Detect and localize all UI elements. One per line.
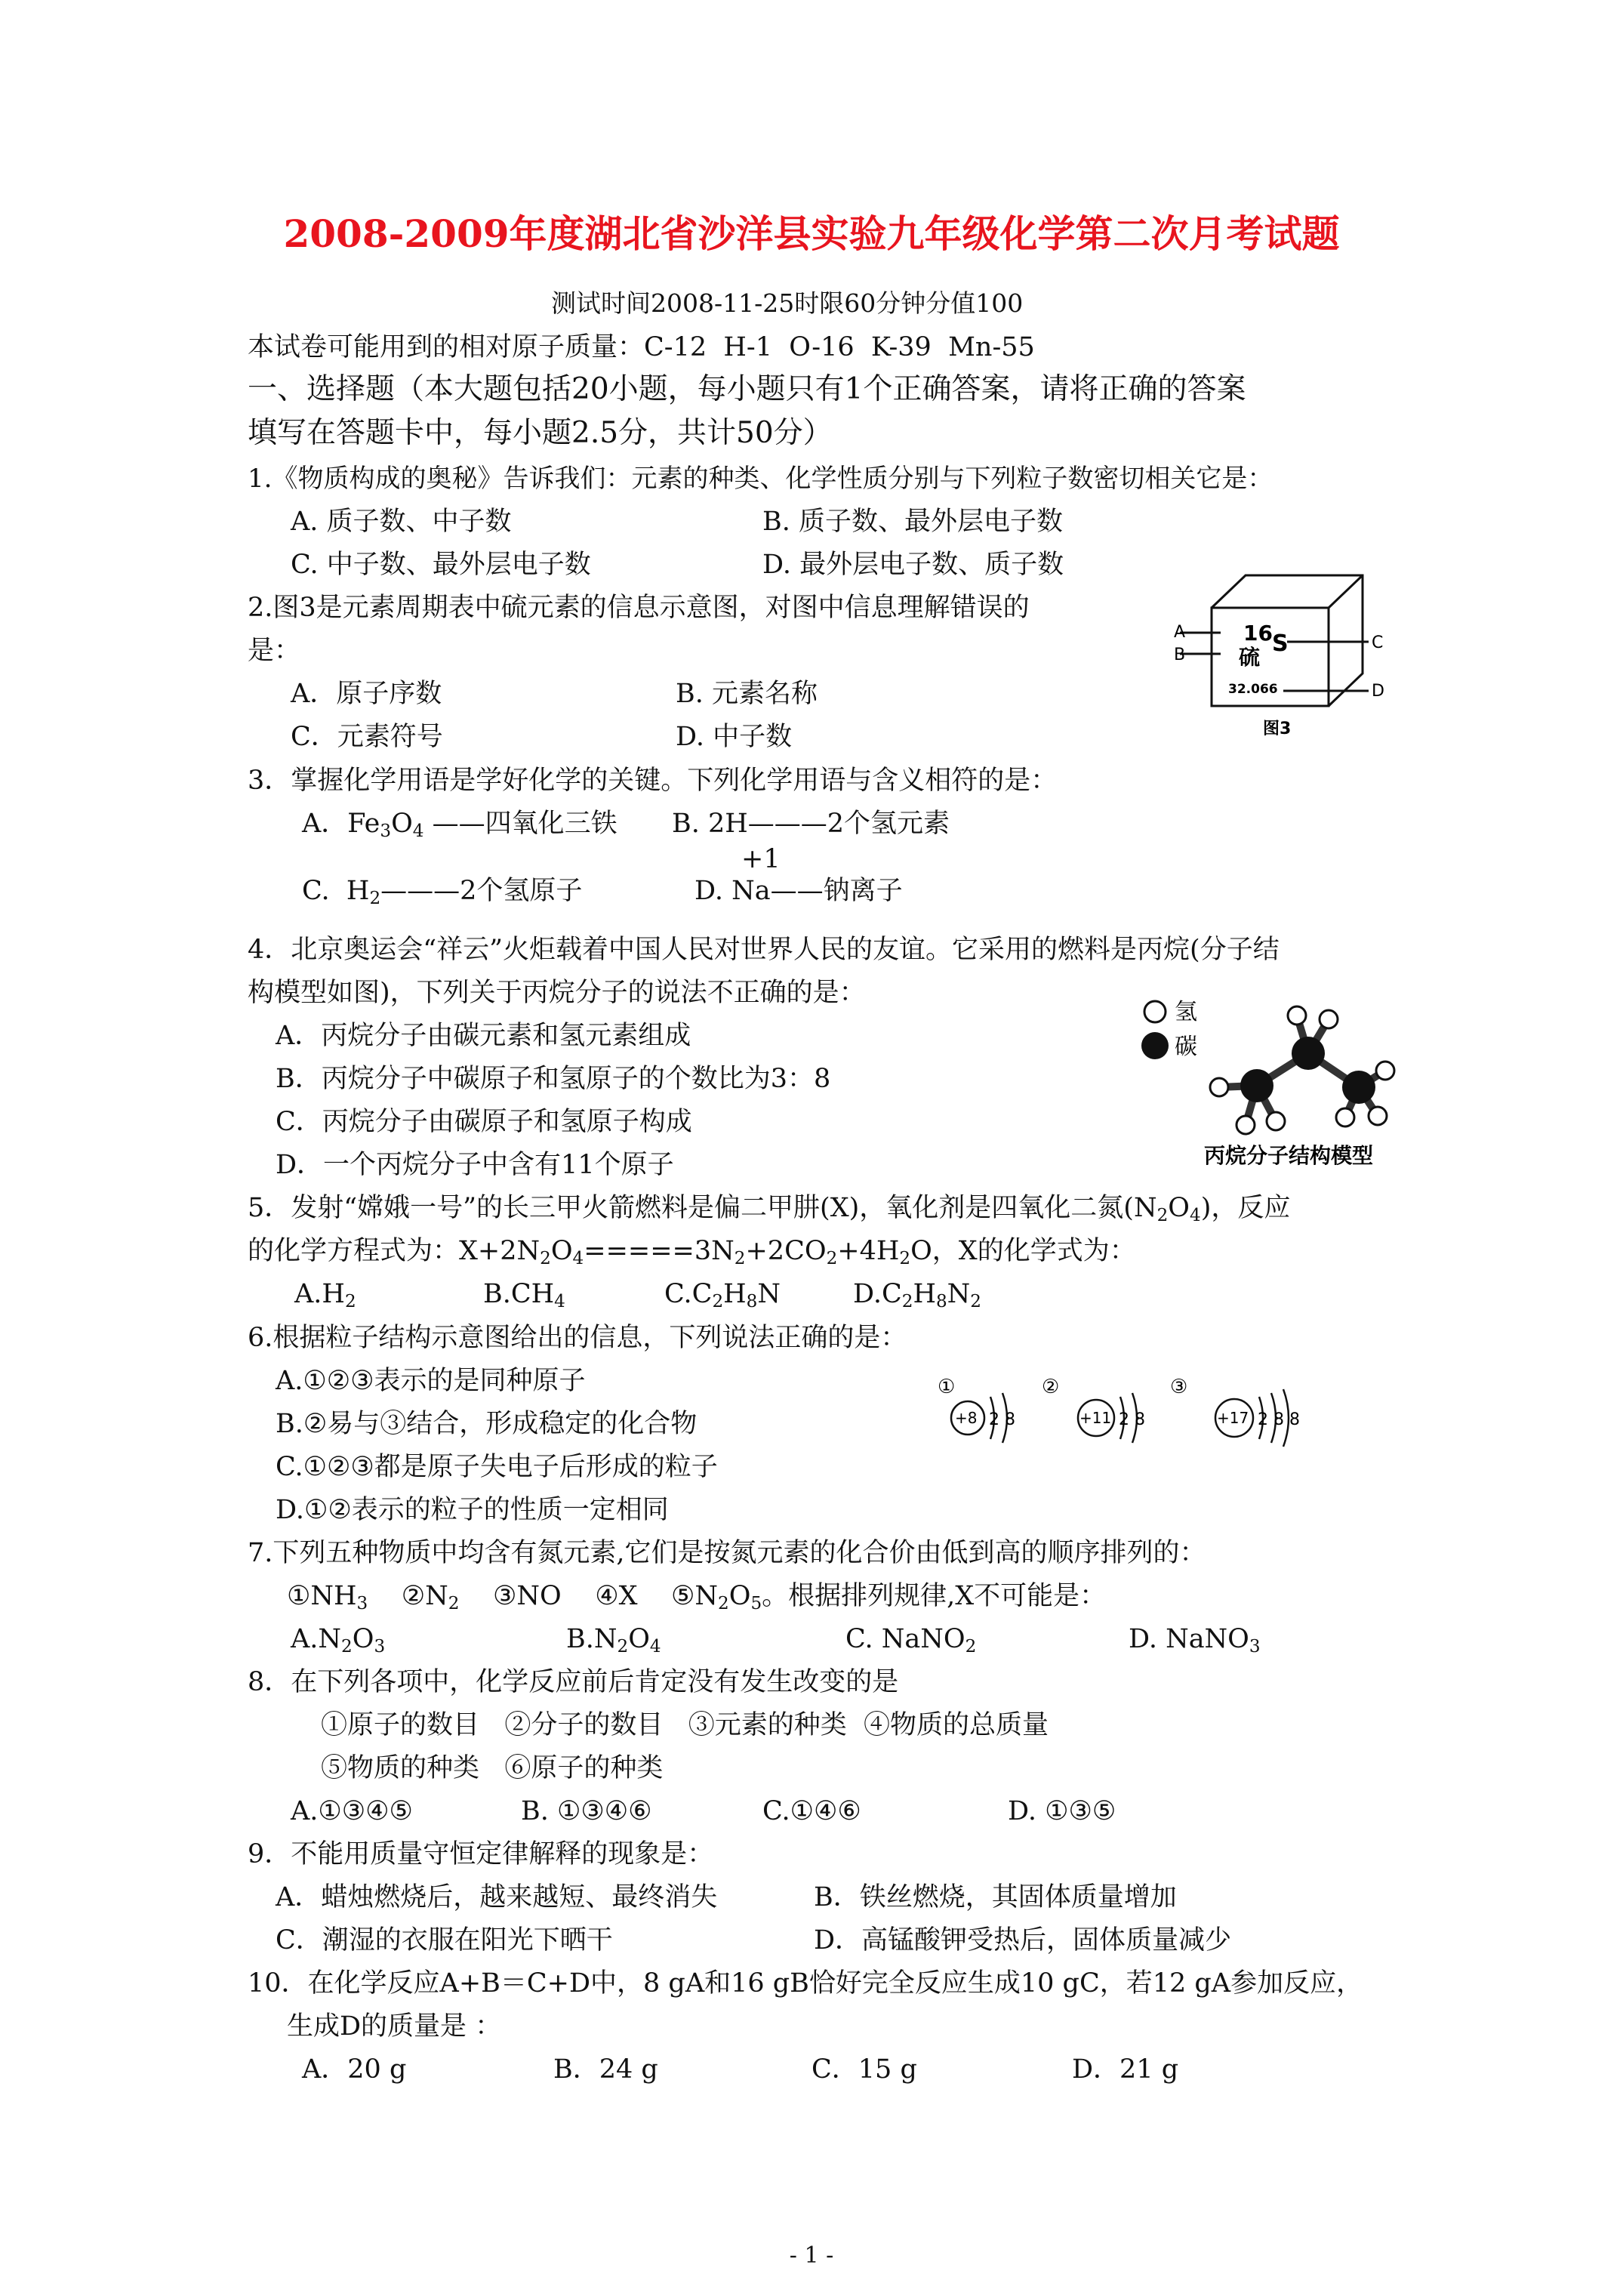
- q4-option-c: C．丙烷分子由碳原子和氢原子构成: [276, 1107, 692, 1137]
- sulfur-atomic-number: 16: [1243, 621, 1273, 646]
- q4-option-a: A．丙烷分子由碳元素和氢元素组成: [276, 1021, 691, 1051]
- shells-1: 2 8: [989, 1410, 1015, 1429]
- atomic-structure-figure: [936, 1370, 1329, 1453]
- q1-option-a: A. 质子数、中子数: [291, 507, 512, 537]
- q1-stem: 1.《物质构成的奥秘》告诉我们：元素的种类、化学性质分别与下列粒子数密切相关它是：: [248, 464, 1273, 494]
- figure-label-d: D: [1372, 682, 1384, 701]
- section-heading-line2: 填写在答题卡中，每小题2.5分，共计50分）: [248, 416, 833, 450]
- q2-option-a: A．原子序数: [291, 679, 442, 709]
- legend-carbon: 碳: [1175, 1034, 1197, 1060]
- q4-option-b: B．丙烷分子中碳原子和氢原子的个数比为3：8: [276, 1064, 831, 1094]
- nucleus-1: +8: [955, 1409, 978, 1427]
- q2-stem-line2: 是：: [248, 636, 301, 666]
- shells-3: 2 8 8: [1258, 1410, 1300, 1429]
- q1-option-b: B. 质子数、最外层电子数: [762, 507, 1063, 537]
- q6-option-b: B.②易与③结合，形成稳定的化合物: [276, 1409, 698, 1439]
- sulfur-mass: 32.066: [1228, 682, 1278, 697]
- q9-option-c: C．潮湿的衣服在阳光下晒干: [276, 1925, 613, 1955]
- structure-label-2: ②: [1042, 1376, 1060, 1398]
- q10-option-a: A．20 g: [302, 2054, 407, 2085]
- q8-option-a: A.①③④⑤: [291, 1796, 413, 1826]
- q8-stem: 8．在下列各项中，化学反应前后肯定没有发生改变的是: [248, 1667, 899, 1697]
- q7-substance-list: $①NH_3$ $②N_2$ ③NO ④X $⑤N_2O_5$。根据排列规律,X不可能是：: [287, 1581, 1107, 1613]
- propane-caption: 丙烷分子结构模型: [1204, 1143, 1374, 1168]
- shells-2: 2 8: [1119, 1410, 1145, 1429]
- q7-option-d: D. NaNO$_3$: [1129, 1624, 1261, 1657]
- q7-stem: 7.下列五种物质中均含有氮元素,它们是按氮元素的化合价由低到高的顺序排列的：: [248, 1538, 1206, 1568]
- q4-stem-line2: 构模型如图)，下列关于丙烷分子的说法不正确的是：: [248, 978, 866, 1008]
- q4-stem-line1: 4．北京奥运会“祥云”火炬载着中国人民对世界人民的友谊。它采用的燃料是丙烷(分子结: [248, 935, 1280, 965]
- figure-label-b: B: [1174, 646, 1186, 664]
- q6-option-d: D.①②表示的粒子的性质一定相同: [276, 1495, 669, 1525]
- q7-option-b: $B.N_2O_4$: [566, 1624, 661, 1657]
- q8-items-line2: ⑤物质的种类 ⑥原子的种类: [321, 1753, 664, 1783]
- q8-items-line1: ①原子的数目 ②分子的数目 ③元素的种类 ④物质的总质量: [321, 1710, 1049, 1740]
- q5-option-b: $B.CH_4$: [483, 1279, 565, 1311]
- q5-stem-line1: 5．发射“嫦娥一号”的长三甲火箭燃料是偏二甲肼(X)，氧化剂是四氧化二氮$(N_2O_4)$，反应: [248, 1193, 1291, 1225]
- page-number: - 1 -: [789, 2242, 834, 2269]
- q10-option-b: B．24 g: [553, 2054, 658, 2085]
- q9-option-b: B．铁丝燃烧，其固体质量增加: [814, 1882, 1177, 1912]
- structure-label-1: ①: [938, 1376, 956, 1398]
- q8-option-d: D. ①③⑤: [1008, 1796, 1116, 1826]
- q10-option-d: D．21 g: [1072, 2054, 1179, 2085]
- q2-stem-line1: 2.图3是元素周期表中硫元素的信息示意图，对图中信息理解错误的: [248, 593, 1030, 623]
- q3-option-d-charge: +1: [741, 844, 781, 874]
- q1-option-c: C. 中子数、最外层电子数: [291, 550, 591, 580]
- q6-option-c: C.①②③都是原子失电子后形成的粒子: [276, 1452, 718, 1482]
- q2-option-c: C．元素符号: [291, 722, 443, 752]
- q9-stem: 9．不能用质量守恒定律解释的现象是：: [248, 1839, 714, 1869]
- section-heading-line1: 一、选择题（本大题包括20小题，每小题只有1个正确答案，请将正确的答案: [248, 372, 1246, 406]
- q10-stem-line2: 生成D的质量是 ：: [287, 2011, 502, 2042]
- q5-option-c: $C.C_2H_8N$: [664, 1279, 781, 1311]
- q3-stem: 3．掌握化学用语是学好化学的关键。下列化学用语与含义相符的是：: [248, 766, 1058, 796]
- sulfur-element-figure: [1174, 566, 1400, 740]
- q7-option-c: C. NaNO$_2$: [845, 1624, 977, 1657]
- sulfur-name: 硫: [1239, 645, 1261, 670]
- subtitle: 测试时间2008-11-25时限60分钟分值100: [551, 288, 1024, 318]
- nucleus-3: +17: [1217, 1409, 1249, 1427]
- q3-option-d: D. Na——钠离子: [694, 876, 903, 906]
- q10-option-c: C．15 g: [812, 2054, 917, 2085]
- figure-label-c: C: [1372, 633, 1384, 652]
- atomic-masses: 本试卷可能用到的相对原子质量：C-12 H-1 O-16 K-39 Mn-55: [248, 332, 1035, 362]
- q2-option-d: D. 中子数: [676, 722, 793, 752]
- q8-option-b: B. ①③④⑥: [521, 1796, 652, 1826]
- nucleus-2: +11: [1079, 1409, 1112, 1427]
- q5-option-d: $D.C_2H_8N_2$: [853, 1279, 981, 1311]
- q5-stem-line2: 的化学方程式为：$X+2N_2O_4=====3N_2+2CO_2+4H_2O$，X的化学式为：: [248, 1236, 1136, 1268]
- q1-option-d: D. 最外层电子数、质子数: [762, 550, 1064, 580]
- q7-option-a: $A.N_2O_3$: [291, 1624, 386, 1657]
- q9-option-d: D．高锰酸钾受热后，固体质量减少: [814, 1925, 1232, 1955]
- figure-label-a: A: [1174, 623, 1186, 642]
- q6-option-a: A.①②③表示的是同种原子: [276, 1366, 586, 1396]
- sulfur-symbol: S: [1272, 630, 1289, 657]
- q4-option-d: D．一个丙烷分子中含有11个原子: [276, 1150, 674, 1180]
- structure-label-3: ③: [1170, 1376, 1188, 1398]
- propane-model-figure: [1132, 982, 1404, 1170]
- q10-stem-line1: 10．在化学反应A+B＝C+D中，8 gA和16 gB恰好完全反应生成10 gC，若12 gA参加反应，: [248, 1968, 1363, 1999]
- q3-option-b: B. 2H———2个氢元素: [672, 809, 950, 839]
- page-title: 2008-2009年度湖北省沙洋县实验九年级化学第二次月考试题: [283, 211, 1340, 256]
- q5-option-a: $A.H_2$: [294, 1279, 356, 1311]
- q6-stem: 6.根据粒子结构示意图给出的信息，下列说法正确的是：: [248, 1323, 907, 1353]
- q3-option-c: C. $H_2———2$个氢原子: [302, 876, 583, 908]
- q2-option-b: B. 元素名称: [676, 679, 818, 709]
- figure-caption: 图3: [1263, 720, 1292, 738]
- q8-option-c: C.①④⑥: [762, 1796, 861, 1826]
- q3-option-a: A．$Fe_3O_4$ ——四氧化三铁: [302, 809, 617, 841]
- q9-option-a: A．蜡烛燃烧后，越来越短、最终消失: [276, 1882, 718, 1912]
- legend-hydrogen: 氢: [1175, 999, 1197, 1025]
